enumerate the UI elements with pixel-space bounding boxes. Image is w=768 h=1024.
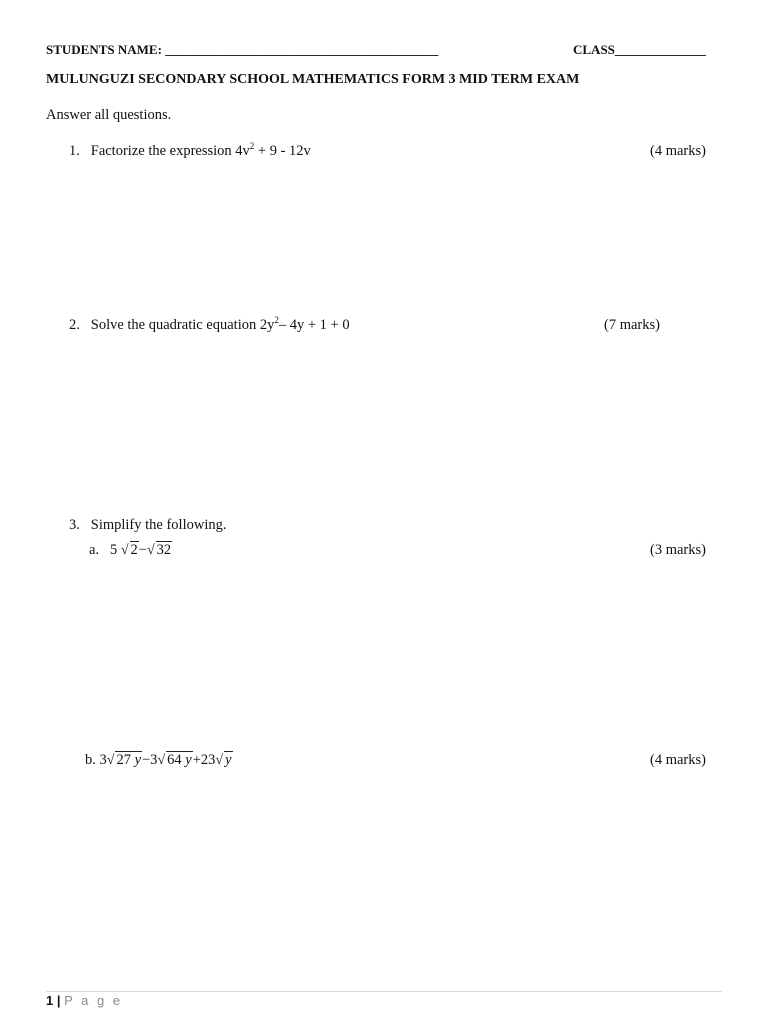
question-3 — [69, 517, 226, 534]
page-number: 1 — [46, 993, 54, 1008]
question-1 — [69, 143, 311, 160]
class-field — [573, 42, 706, 58]
students-name-field — [46, 42, 438, 58]
footer-divider — [46, 991, 722, 992]
students-name-blank: __________________________________________ — [165, 42, 439, 57]
sqrt-symbol: √ 27 y — [106, 752, 141, 768]
question-2 — [69, 317, 350, 334]
part-label: a. — [89, 542, 100, 558]
question-number: 2. — [69, 317, 80, 333]
question-text: Solve the quadratic equation $2y^2-$ 4y + 1 + 0 — [90, 315, 350, 333]
question-3a: a. 5 √ 2−√ 32 — [89, 542, 172, 558]
sqrt-symbol: √ 32 — [146, 542, 172, 558]
sqrt-symbol: √ y — [215, 752, 232, 768]
students-name-label: STUDENTS NAME: — [46, 42, 166, 57]
sqrt-symbol: √ 2 — [120, 542, 138, 558]
part-label: b. — [85, 752, 96, 768]
page-footer — [46, 993, 123, 1008]
class-label: CLASS — [573, 42, 615, 57]
page-word: P a g e — [64, 993, 123, 1008]
instructions: Answer all questions. — [46, 107, 172, 123]
question-text: Simplify the following. — [90, 517, 227, 533]
question-3b: b. 3√ 27 y−3√ 64 y+23√ y — [85, 752, 232, 768]
question-number: 1. — [69, 143, 80, 159]
question-2-marks: (7 marks) — [604, 317, 660, 333]
footer-separator: | — [53, 993, 65, 1008]
sqrt-symbol: √ 64 y — [157, 752, 192, 768]
exam-title: MULUNGUZI SECONDARY SCHOOL MATHEMATICS FORM 3 MID TERM EXAM — [46, 72, 580, 87]
question-number: 3. — [69, 517, 80, 533]
question-3a-marks: (3 marks) — [650, 542, 706, 558]
question-text: Factorize the expression $4v^2 + 9 - 12v$ — [90, 141, 311, 159]
class-blank: ______________ — [614, 42, 706, 57]
question-3b-marks: (4 marks) — [650, 752, 706, 768]
question-1-marks: (4 marks) — [650, 143, 706, 159]
